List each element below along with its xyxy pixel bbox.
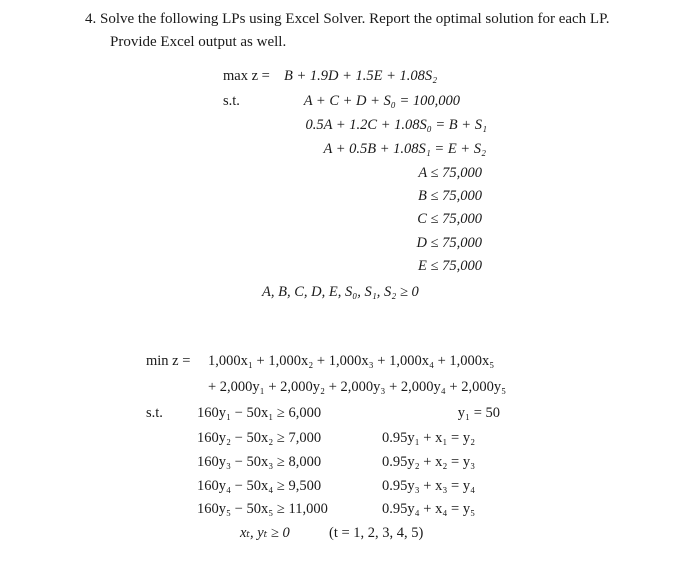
lp2-index-note: (t = 1, 2, 3, 4, 5) <box>329 525 424 541</box>
lp1-constraint: C ≤ 75,000 <box>417 211 482 227</box>
lp1-constraint: E ≤ 75,000 <box>418 258 482 274</box>
lp2-left-constraint: 160y₂ − 50x₂ ≥ 7,000 <box>197 430 322 446</box>
lp2-right-constraint: 0.95y₁ + x₁ = y₂ <box>382 430 476 446</box>
lp2-objective-line-1: 1,000x₁ + 1,000x₂ + 1,000x₃ + 1,000x₄ + 1,000x₅ <box>208 353 495 369</box>
lp1-objective: B + 1.9D + 1.5E + 1.08S₂ <box>284 68 438 84</box>
lp2-left-constraint: 160y₁ − 50x₁ ≥ 6,000 <box>197 405 322 421</box>
lp2-right-constraint: 0.95y₃ + x₃ = y₄ <box>382 478 476 494</box>
lp2-right-constraint: 0.95y₂ + x₂ = y₃ <box>382 454 476 470</box>
lp2-objective-label: min z = <box>146 353 191 369</box>
lp1-constraint: B ≤ 75,000 <box>418 188 482 204</box>
lp2-left-constraint: 160y₅ − 50x₅ ≥ 11,000 <box>197 501 328 517</box>
lp2-left-constraint: 160y₃ − 50x₃ ≥ 8,000 <box>197 454 322 470</box>
lp1-constraint: A + 0.5B + 1.08S₁ = E + S₂ <box>323 141 486 157</box>
lp1-nonnegativity: A, B, C, D, E, S₀, S₁, S₂ ≥ 0 <box>262 284 419 300</box>
lp1-constraint: A ≤ 75,000 <box>418 165 482 181</box>
lp2-st-label: s.t. <box>146 405 163 421</box>
lp2-objective-line-2: + 2,000y₁ + 2,000y₂ + 2,000y₃ + 2,000y₄ + 2,000y₅ <box>208 379 507 395</box>
lp2-right-constraint: y₁ = 50 <box>457 405 500 421</box>
lp2-left-constraint: 160y₄ − 50x₄ ≥ 9,500 <box>197 478 322 494</box>
question-line-1: 4. Solve the following LPs using Excel Solver. Report the optimal solution for each LP. <box>85 11 610 27</box>
lp1-objective-label: max z = <box>223 68 270 84</box>
question-line-2: Provide Excel output as well. <box>110 34 287 50</box>
lp1-constraint: D ≤ 75,000 <box>416 235 482 251</box>
lp1-constraint: 0.5A + 1.2C + 1.08S₀ = B + S₁ <box>305 117 487 133</box>
lp2-nonnegativity: xₜ, yₜ ≥ 0 <box>240 525 290 541</box>
lp1-constraint: A + C + D + S₀ = 100,000 <box>303 93 460 109</box>
lp2-right-constraint: 0.95y₄ + x₄ = y₅ <box>382 501 476 517</box>
lp1-st-label: s.t. <box>223 93 240 109</box>
